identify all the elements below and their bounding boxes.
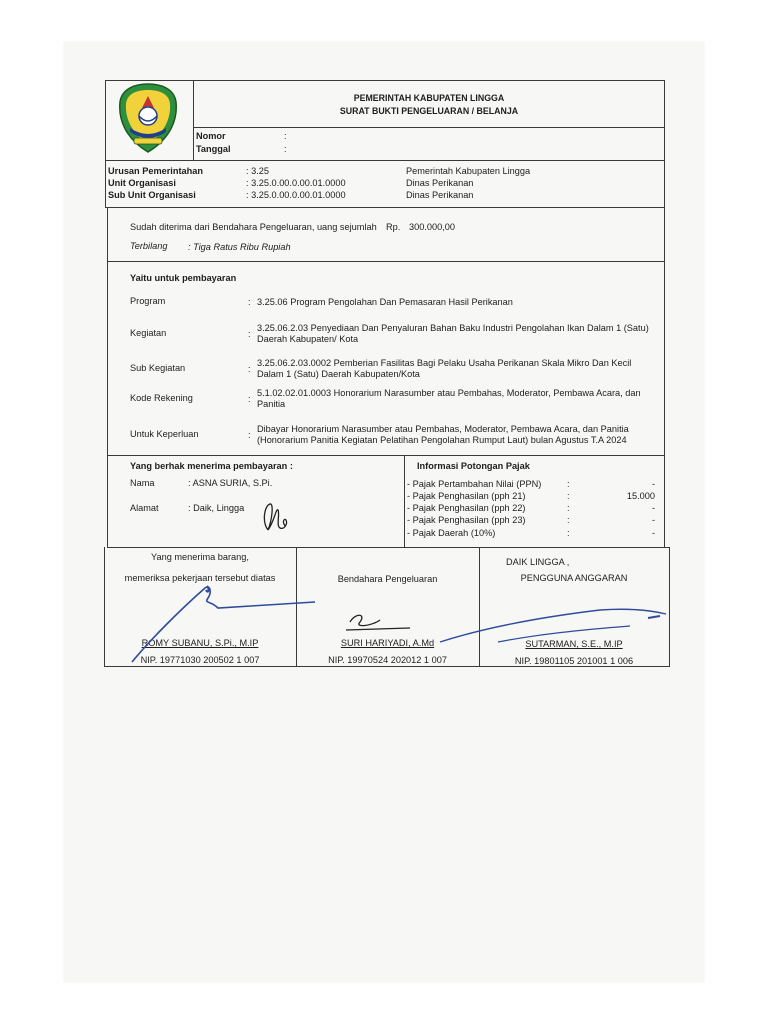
sign-left (104, 547, 105, 667)
payment-colon: : (248, 364, 251, 374)
sign-right-name: SUTARMAN, S.E., M.IP (525, 639, 623, 649)
payment-label-kode: Kode Rekening (130, 393, 193, 403)
tax-value-pajak-daerah: - (651, 528, 655, 538)
frame-top (105, 80, 665, 81)
payment-bottom (107, 455, 665, 456)
header-title-1: PEMERINTAH KABUPATEN LINGGA (353, 93, 505, 103)
recipient-nama-value: : ASNA SURIA, S.Pi. (188, 478, 273, 488)
recipient-alamat-label: Alamat (130, 503, 159, 513)
org-label-urusan: Urusan Pemerintahan (108, 166, 203, 176)
tax-label-pph21: - Pajak Penghasilan (pph 21) (407, 491, 526, 501)
logo-divider (193, 80, 194, 160)
receipt-text: Sudah diterima dari Bendahara Pengeluaran, uang sejumlah (130, 222, 377, 232)
body-left (107, 207, 108, 547)
sign-top (107, 547, 670, 548)
payment-colon: : (248, 297, 251, 307)
payment-label-kegiatan: Kegiatan (130, 328, 167, 338)
tax-value-pph23: - (651, 515, 655, 525)
receipt-rp: Rp. (386, 222, 401, 232)
tanggal-label: Tanggal (196, 144, 231, 154)
payment-colon: : (248, 430, 251, 440)
nomor-label: Nomor (196, 131, 226, 141)
org-code-unit: : 3.25.0.00.0.00.01.0000 (246, 178, 346, 188)
payment-value-program: 3.25.06 Program Pengolahan Dan Pemasaran Hasil Perikanan (257, 297, 513, 307)
sign-middle-name: SURI HARIYADI, A.Md (340, 638, 435, 648)
sign-left-nip: NIP. 19771030 200502 1 007 (140, 655, 260, 665)
tax-label-pajak-daerah: - Pajak Daerah (10%) (407, 528, 496, 538)
head-bottom (105, 160, 665, 161)
payment-colon: : (248, 329, 251, 339)
terbilang-value: : Tiga Ratus Ribu Rupiah (188, 242, 291, 252)
recipient-signature-icon (258, 496, 294, 536)
tax-label-pph23: - Pajak Penghasilan (pph 23) (407, 515, 526, 525)
org-bottom (105, 207, 665, 208)
tax-colon-pph23: : (567, 515, 570, 525)
payment-value-keperluan: Dibayar Honorarium Narasumber atau Pembahas, Moderator, Pembawa Acara, dan Panitia (Honorarium Panitia Kegiatan Pelatihan Pengolahan Rumput Laut) bulan Agustus T.A 2024 (257, 424, 629, 445)
payment-label-program: Program (130, 296, 166, 306)
org-label-unit: Unit Organisasi (108, 178, 176, 188)
org-code-urusan: : 3.25 (246, 166, 269, 176)
receipt-amount: 300.000,00 (409, 222, 455, 232)
frame-left-head (105, 80, 106, 160)
org-code-subunit: : 3.25.0.00.0.00.01.0000 (246, 190, 346, 200)
tax-colon-pph21: : (567, 491, 570, 501)
sign-right-line2: PENGGUNA ANGGARAN (520, 573, 628, 583)
payment-title: Yaitu untuk pembayaran (130, 273, 237, 283)
tax-label-ppn: - Pajak Pertambahan Nilai (PPN) (407, 479, 542, 489)
sign-right-nip: NIP. 19801105 201001 1 006 (514, 656, 634, 666)
sign-right (669, 547, 670, 667)
payment-value-kode: 5.1.02.02.01.0003 Honorarium Narasumber atau Pembahas, Moderator, Pembawa Acara, dan Panitia (257, 388, 641, 409)
tax-label-pph22: - Pajak Penghasilan (pph 22) (407, 503, 526, 513)
org-left (105, 160, 106, 208)
payment-value-kegiatan: 3.25.06.2.03 Penyediaan Dan Penyaluran Bahan Baku Industri Pengolahan Ikan Dalam 1 (Satu) Daerah Kabupaten/ Kota (257, 323, 649, 344)
payment-label-keperluan: Untuk Keperluan (130, 429, 199, 439)
sign-left-name: ROMY SUBANU, S.Pi., M.IP (141, 638, 259, 648)
body-right (664, 207, 665, 547)
payment-value-subkegiatan: 3.25.06.2.03.0002 Pemberian Fasilitas Bagi Pelaku Usaha Perikanan Skala Mikro Dan Kecil Dalam 1 (Satu) Daerah Kabupaten/Kota (257, 358, 632, 379)
tax-value-ppn: - (651, 479, 655, 489)
terbilang-label: Terbilang (130, 241, 168, 251)
org-name-subunit: Dinas Perikanan (406, 190, 474, 200)
title-divider (193, 127, 665, 128)
sign-left-line1: Yang menerima barang, (151, 552, 249, 562)
tax-divider (404, 455, 405, 547)
org-name-unit: Dinas Perikanan (406, 178, 474, 188)
tax-colon-pajak-daerah: : (567, 528, 570, 538)
recipient-title: Yang berhak menerima pembayaran : (130, 461, 293, 471)
receipt-bottom (107, 261, 665, 262)
regency-emblem-icon (116, 82, 180, 154)
sign-middle-line1: Bendahara Pengeluaran (337, 574, 438, 584)
tanggal-colon: : (284, 144, 287, 154)
sign-right-line1: DAIK LINGGA , (506, 557, 570, 567)
nomor-colon: : (284, 131, 287, 141)
sign-divider-1 (296, 547, 297, 667)
sign-left-line2: memeriksa pekerjaan tersebut diatas (124, 573, 276, 583)
tax-value-pph21: 15.000 (626, 491, 655, 501)
recipient-nama-label: Nama (130, 478, 155, 488)
tax-title: Informasi Potongan Pajak (417, 461, 530, 471)
recipient-alamat-value: : Daik, Lingga (188, 503, 245, 513)
tax-colon-ppn: : (567, 479, 570, 489)
header-title-2: SURAT BUKTI PENGELUARAN / BELANJA (339, 106, 519, 116)
payment-colon: : (248, 394, 251, 404)
sign-middle-nip: NIP. 19970524 202012 1 007 (328, 655, 447, 665)
payment-label-subkegiatan: Sub Kegiatan (130, 363, 186, 373)
tax-colon-pph22: : (567, 503, 570, 513)
tax-value-pph22: - (651, 503, 655, 513)
org-label-subunit: Sub Unit Organisasi (108, 190, 196, 200)
org-name-urusan: Pemerintah Kabupaten Lingga (406, 166, 531, 176)
